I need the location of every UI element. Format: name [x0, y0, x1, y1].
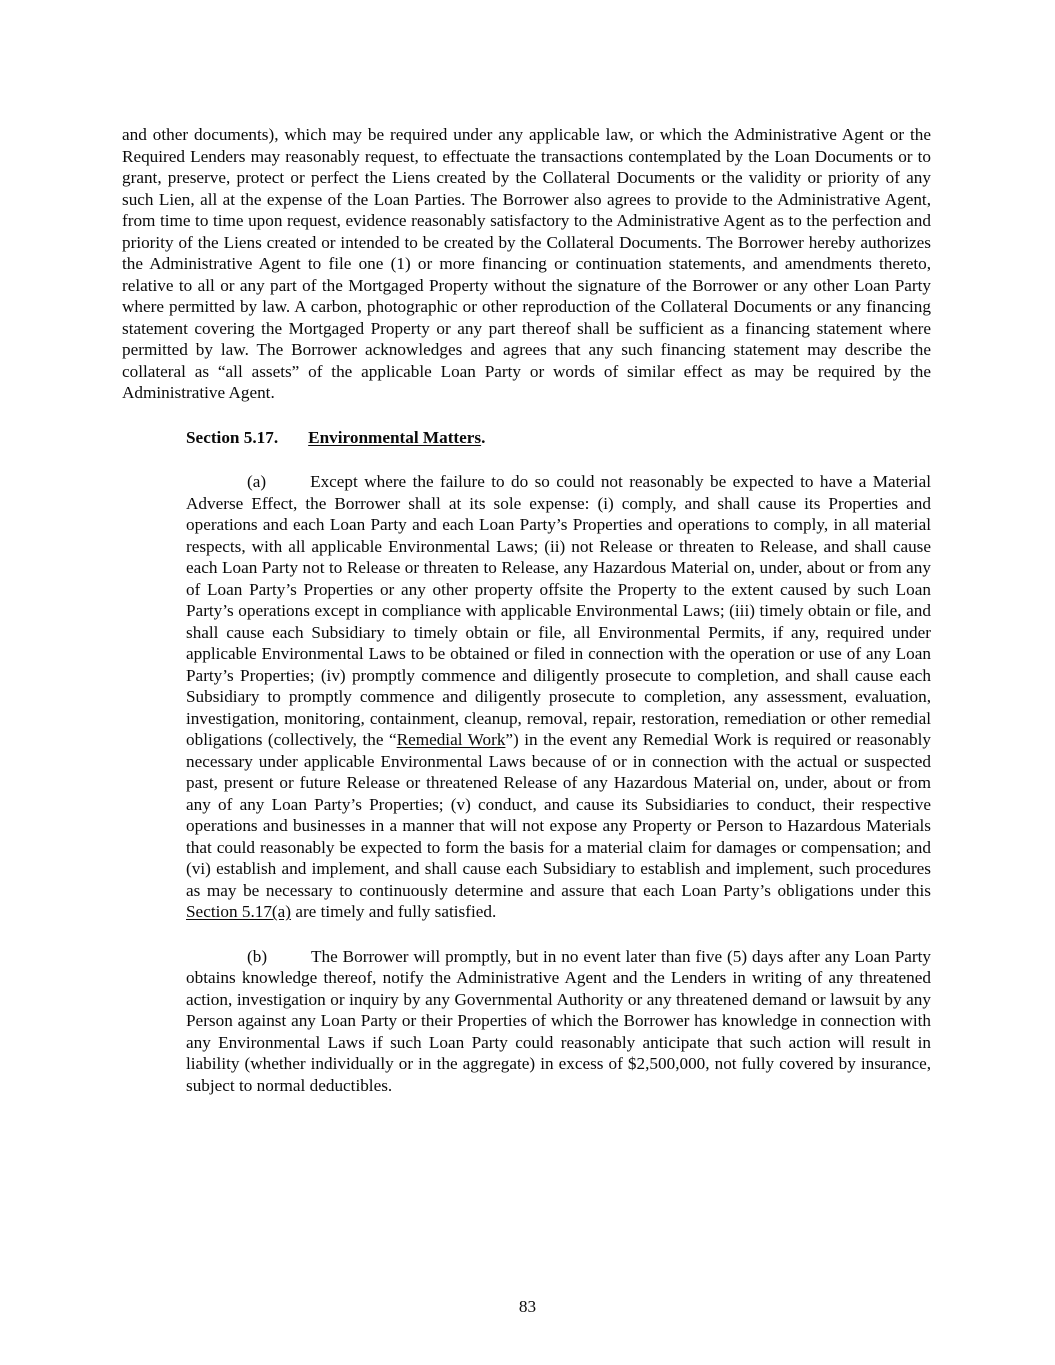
section-5-17-heading [186, 427, 931, 449]
text-run: ”) in the event any Remedial Work is required or reasonably necessary under applicable Environmental Laws because of or in connection with the actual or suspected past, present or future Release or threatened Release of any Hazardous Material on, under, about or from any of any Loan Party’s Properties; (v) conduct, and cause its Subsidiaries to conduct, their respective operations and businesses in a manner that will not expose any Property or Person to Hazardous Materials that could reasonably be expected to form the basis for a material claim for damages or compensation; and (vi) establish and implement, and shall cause each Subsidiary to establish and implement, such procedures as may be necessary to continuously determine and assure that each Loan Party’s obligations under this [186, 730, 931, 900]
text-run: are timely and fully satisfied. [291, 902, 497, 921]
paragraph-continuation [122, 124, 931, 404]
text-run: Except where the failure to do so could not reasonably be expected to have a Material Adverse Effect, the Borrower shall at its sole expense: (i) comply, and shall cause its Properties and operations and each Loan Party and each Loan Party’s Properties and operations to comply, in all material respects, with all applicable Environmental Laws; (ii) not Release or threaten to Release, and shall cause each Loan Party not to Release or threaten to Release, any Hazardous Material on, under, about or from any of Loan Party’s Properties or any other property offsite the Property to the extent caused by such Loan Party’s operations except in compliance with applicable Environmental Laws; (iii) timely obtain or file, and shall cause each Subsidiary to timely obtain or file, all Environmental Permits, if any, required under applicable Environmental Laws to be obtained or filed in connection with the operation or use of any Loan Party’s Properties; (iv) promptly commence and diligently prosecute to completion, and shall cause each Subsidiary to promptly commence and diligently prosecute to completion, any assessment, evaluation, investigation, monitoring, containment, cleanup, removal, repair, restoration, remediation or other remedial obligations (collectively, the “ [186, 472, 931, 749]
underlined-term: Section 5.17(a) [186, 902, 292, 921]
underlined-term: Remedial Work [396, 730, 506, 749]
text-run: and other documents), which may be required under any applicable law, or which the Administrative Agent or the Required Lenders may reasonably request, to effectuate the transactions contemplated by the Loan Documents or to grant, preserve, protect or perfect the Liens created by the Collateral Documents or the validity or priority of any such Lien, all at the expense of the Loan Parties. The Borrower also agrees to provide to the Administrative Agent, from time to time upon request, evidence reasonably satisfactory to the Administrative Agent as to the perfection and priority of the Liens created or intended to be created by the Collateral Documents. The Borrower hereby authorizes the Administrative Agent to file one (1) or more financing or continuation statements, and amendments thereto, relative to all or any part of the Mortgaged Property without the signature of the Borrower or any other Loan Party where permitted by law. A carbon, photographic or other reproduction of the Collateral Documents or any financing statement covering the Mortgaged Property or any part thereof shall be sufficient as a financing statement where permitted by law. The Borrower acknowledges and agrees that any such financing statement may describe the collateral as “all assets” of the applicable Loan Party or words of similar effect as may be required by the Administrative Agent. [122, 125, 931, 402]
page-number: 83 [518, 1297, 537, 1316]
text-run: The Borrower will promptly, but in no event later than five (5) days after any Loan Party obtains knowledge thereof, notify the Administrative Agent and the Lenders in writing of any threatened action, investigation or inquiry by any Governmental Authority or any threatened demand or lawsuit by any Person against any Loan Party or their Properties of which the Borrower has knowledge in connection with any Environmental Laws if such Loan Party could reasonably anticipate that such action will result in liability (whether individually or in the aggregate) in excess of $2,500,000, not fully covered by insurance, subject to normal deductibles. [186, 946, 931, 1095]
paragraph-b [186, 946, 931, 1097]
underlined-term: Environmental Matters [308, 427, 482, 447]
paragraph-a [186, 471, 931, 923]
text-run: Section 5.17. [186, 427, 279, 447]
text-run: . [481, 427, 486, 447]
text-run: (a) [247, 472, 267, 491]
document-body [122, 124, 931, 1119]
text-run: (b) [247, 946, 268, 966]
